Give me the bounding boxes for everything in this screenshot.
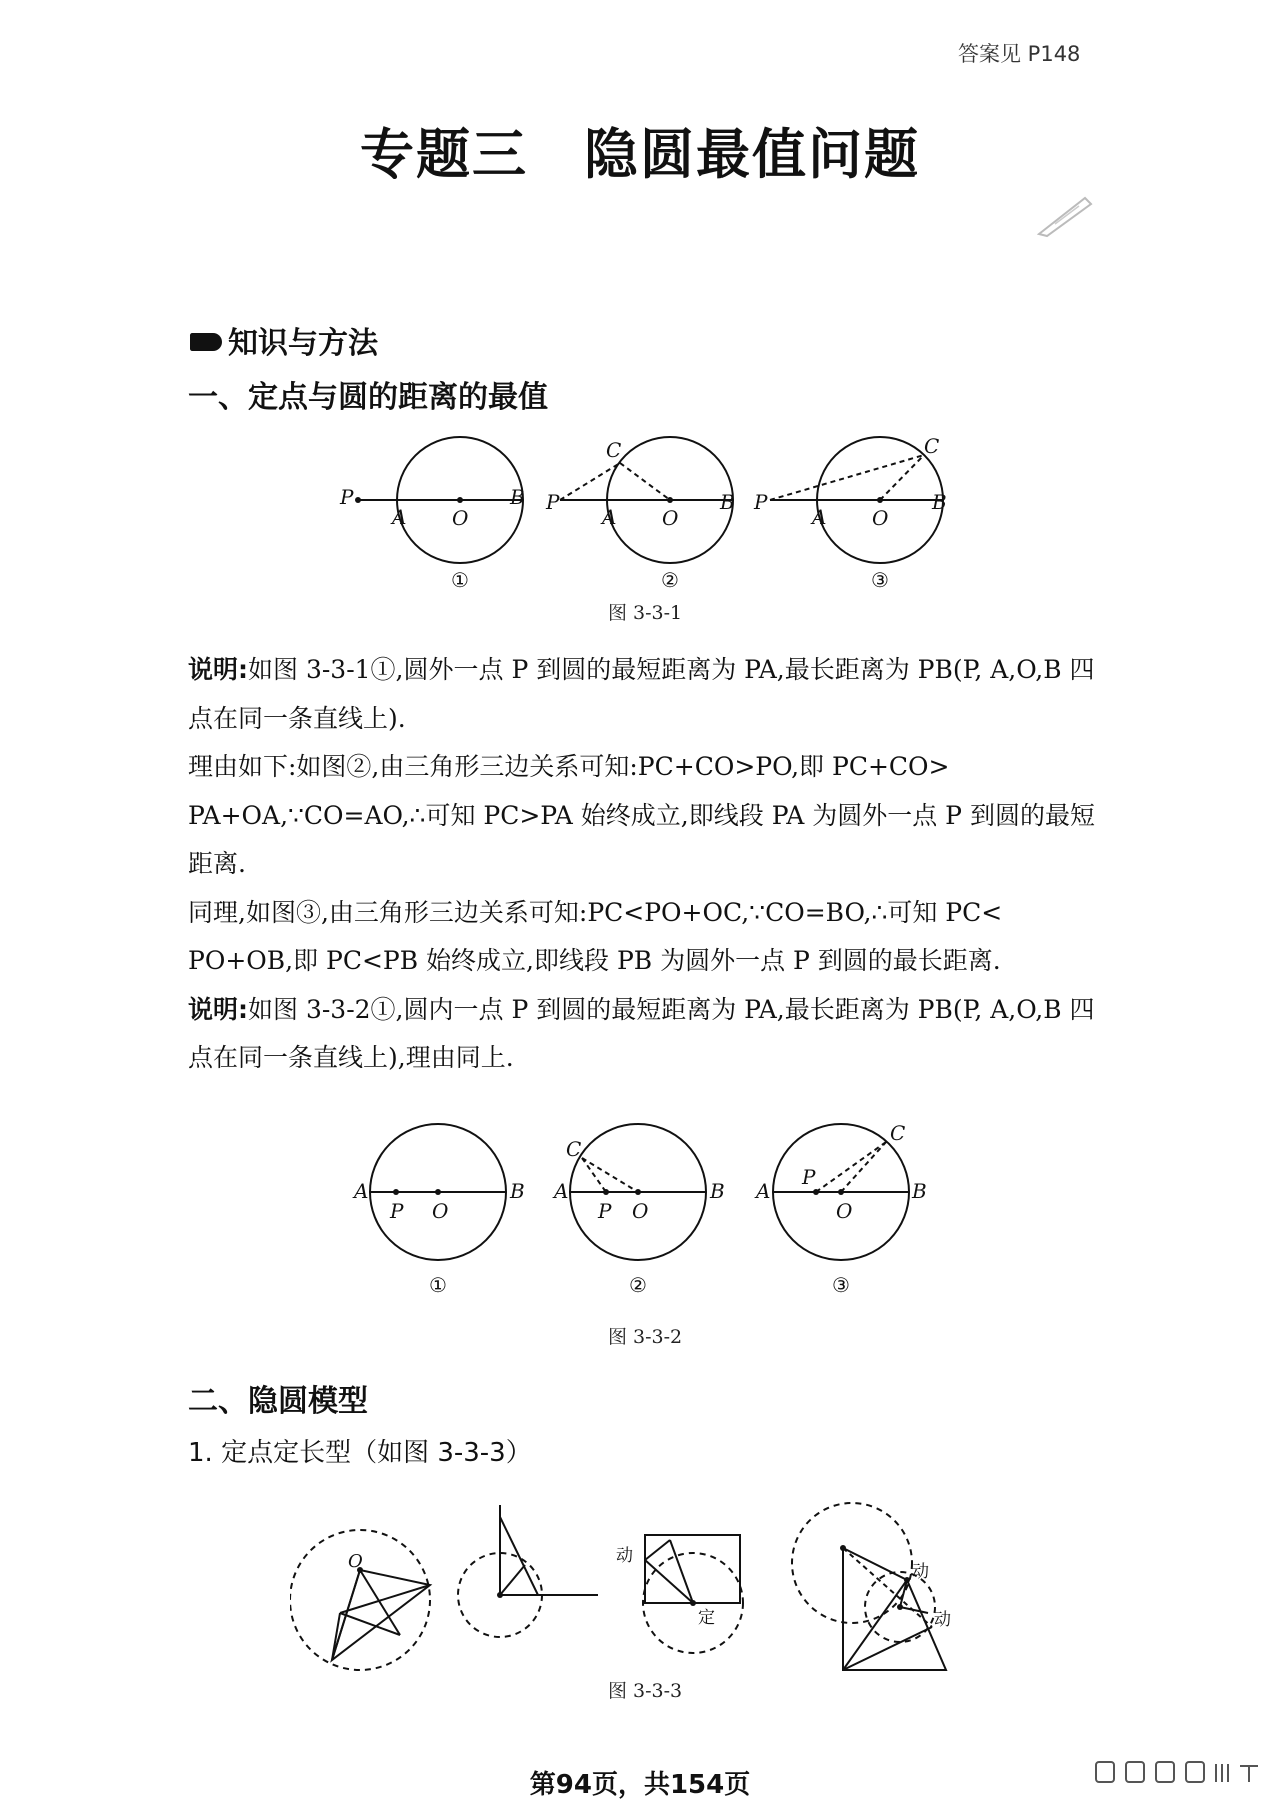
- label-b: B: [932, 490, 947, 514]
- point-p-2: [603, 1189, 609, 1195]
- label-a: A: [756, 1179, 771, 1203]
- corner-point-2: [497, 1592, 503, 1598]
- label-o: O: [662, 506, 679, 530]
- section-bullet-icon: [190, 333, 222, 351]
- label-b: B: [510, 1179, 525, 1203]
- subfigure-number: ①: [429, 1273, 447, 1297]
- section-tag-label: 知识与方法: [228, 326, 378, 361]
- label-c: C: [890, 1121, 906, 1145]
- subfigure-number: ③: [871, 568, 889, 592]
- point-o-2: [667, 497, 673, 503]
- segment-4c: [843, 1627, 932, 1670]
- point-p-3: [813, 1189, 819, 1195]
- label-c: C: [566, 1137, 582, 1161]
- fold-edge-3a: [645, 1540, 670, 1560]
- quadrilateral-4: [843, 1548, 946, 1670]
- label-moving: 动: [934, 1610, 951, 1630]
- label-o: O: [432, 1199, 449, 1223]
- paragraph-2: 理由如下:如图②,由三角形三边关系可知:PC+CO>PO,即 PC+CO> PA+OA,∵CO=AO,∴可知 PC>PA 始终成立,即线段 PA 为圆外一点 P 到圆的最短距离.: [188, 752, 1095, 878]
- label-o: O: [452, 506, 469, 530]
- label-p: P: [598, 1199, 612, 1223]
- subfigure-number: ②: [661, 568, 679, 592]
- figure-caption: 图 3-3-1: [608, 602, 683, 624]
- page-title: 专题三 隐圆最值问题: [360, 123, 920, 186]
- moving-point-4a: [904, 1577, 910, 1583]
- label-b: B: [720, 490, 735, 514]
- answer-reference: 答案见 P148: [958, 42, 1081, 66]
- segment-4d: [900, 1607, 928, 1613]
- segment-pc-3: [816, 1142, 886, 1192]
- paragraph-1-text: 如图 3-3-1①,圆外一点 P 到圆的最短距离为 PA,最长距离为 PB(P, A,O,B 四点在同一条直线上).: [188, 655, 1095, 733]
- toolbar-icons: [1092, 1758, 1262, 1788]
- double-page-icon[interactable]: [1126, 1762, 1144, 1782]
- label-c: C: [606, 438, 622, 462]
- segment-co-2: [582, 1158, 638, 1192]
- fixed-point-3: [690, 1600, 696, 1606]
- segment-pc-2: [560, 463, 620, 500]
- midpoint-4: [897, 1604, 903, 1610]
- figure-3-3-2: [350, 1120, 950, 1300]
- label-p: P: [546, 490, 560, 514]
- label-p: P: [340, 485, 354, 509]
- label-o: O: [872, 506, 889, 530]
- text-tool-icon[interactable]: [1240, 1766, 1258, 1782]
- point-o-3: [838, 1189, 844, 1195]
- median-2: [500, 1565, 525, 1595]
- label-b: B: [710, 1179, 725, 1203]
- paragraph-3: 同理,如图③,由三角形三边关系可知:PC<PO+OC,∵CO=BO,∴可知 PC< PO+OB,即 PC<PB 始终成立,即线段 PB 为圆外一点 P 到圆的最长距离.: [188, 897, 1003, 975]
- label-a: A: [812, 505, 827, 529]
- diagonal-4a: [843, 1548, 932, 1627]
- point-p-1: [355, 497, 361, 503]
- label-p: P: [754, 490, 768, 514]
- subfigure-number: ①: [451, 568, 469, 592]
- paragraph-4: [188, 986, 1108, 1083]
- label-b: B: [912, 1179, 927, 1203]
- segment-cp-2: [582, 1158, 606, 1192]
- label-a: A: [602, 505, 617, 529]
- label-p: P: [390, 1199, 404, 1223]
- pencil-decoration-icon: [1035, 190, 1095, 240]
- label-a: A: [554, 1179, 569, 1203]
- segment-1e: [360, 1570, 400, 1635]
- point-o-1: [457, 497, 463, 503]
- page-view-icon[interactable]: [1096, 1762, 1114, 1782]
- label-b: B: [510, 485, 525, 509]
- point-p-1: [393, 1189, 399, 1195]
- label-o: O: [632, 1199, 649, 1223]
- rectangle-3: [645, 1535, 740, 1603]
- subfigure-number: ③: [832, 1273, 850, 1297]
- section-tag: [190, 318, 378, 362]
- columns-icon[interactable]: [1216, 1764, 1228, 1782]
- label-o: O: [348, 1551, 363, 1572]
- page-indicator: 第94页，共154页: [529, 1770, 751, 1800]
- subheading-fixed-point-fixed-length: 1. 定点定长型（如图 3-3-3）: [188, 1438, 532, 1468]
- figure-caption: 图 3-3-3: [608, 1680, 683, 1702]
- paragraph-4-text: 如图 3-3-2①,圆内一点 P 到圆的最短距离为 PA,最长距离为 PB(P, A,O,B 四点在同一条直线上),理由同上.: [188, 994, 1095, 1072]
- label-o: O: [836, 1199, 853, 1223]
- label-p: P: [802, 1165, 816, 1189]
- label-moving: 动: [912, 1562, 929, 1582]
- label-a: A: [392, 505, 407, 529]
- note-label: 说明:: [188, 655, 248, 684]
- note-label: 说明:: [188, 994, 248, 1024]
- paragraph-1: [188, 646, 1108, 743]
- label-moving: 动: [616, 1546, 633, 1566]
- segment-co-2: [620, 463, 670, 500]
- figure-caption: 图 3-3-2: [608, 1326, 683, 1348]
- point-o-2: [635, 1189, 641, 1195]
- figure-3-3-1: [320, 425, 980, 595]
- label-fixed: 定: [698, 1608, 715, 1628]
- label-a: A: [354, 1179, 369, 1203]
- diagonal-4b: [843, 1580, 907, 1670]
- label-c: C: [924, 434, 940, 458]
- triangle-2: [500, 1517, 538, 1595]
- grid-view-icon[interactable]: [1186, 1762, 1204, 1782]
- heading-fixed-point-circle: 一、定点与圆的距离的最值: [188, 380, 548, 415]
- segment-oc-3: [841, 1142, 886, 1192]
- explanation-block-1: [188, 646, 1108, 1083]
- figure-3-3-3: [290, 1495, 1010, 1690]
- scroll-view-icon[interactable]: [1156, 1762, 1174, 1782]
- dashed-circle-4a: [792, 1503, 912, 1623]
- heading-hidden-circle-model: 二、隐圆模型: [188, 1384, 368, 1419]
- point-o-3: [877, 497, 883, 503]
- subfigure-number: ②: [629, 1273, 647, 1297]
- fixed-point-4: [840, 1545, 846, 1551]
- point-o-1: [435, 1189, 441, 1195]
